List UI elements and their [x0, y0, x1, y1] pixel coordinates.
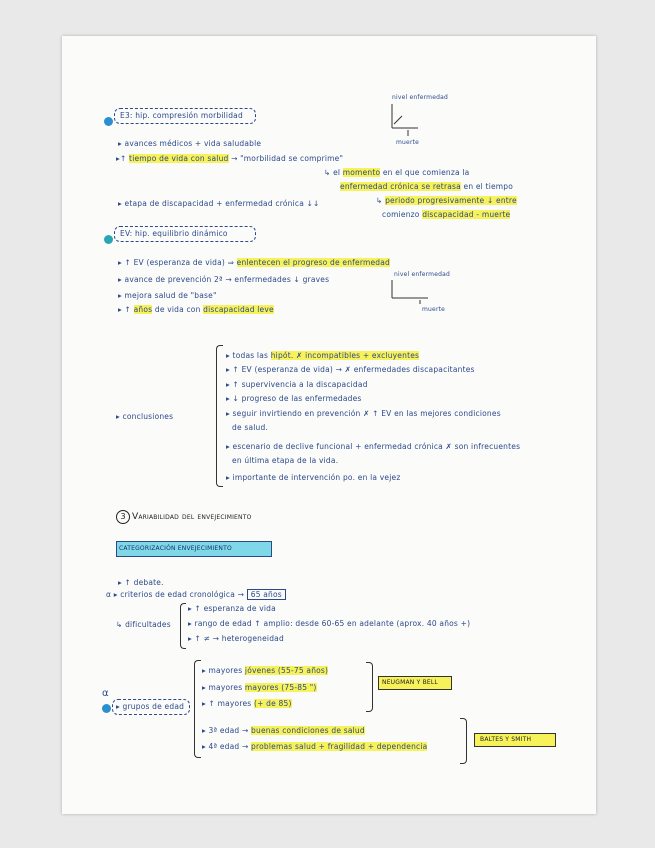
dif-3: ▸ ↑ ≠ → heterogeneidad: [188, 634, 284, 643]
grupo-4: ▸ 3ª edad → buenas condiciones de salud: [202, 726, 365, 735]
dificultades-label: ↳ dificultades: [116, 620, 171, 629]
grupo-5: ▸ 4ª edad → problemas salud + fragilidad + dependencia: [202, 742, 428, 751]
dif-2: ▸ rango de edad ↑ amplio: desde 60-65 en adelante (aprox. 40 años +): [188, 619, 471, 628]
ref1-brace: [366, 662, 373, 712]
concl-4: ▸ ↓ progreso de las enfermedades: [226, 394, 362, 403]
conclusiones-brace: [216, 345, 223, 487]
s1-line1: ▸ avances médicos + vida saludable: [118, 139, 262, 148]
ref2-brace: [460, 718, 467, 764]
s1-line5: ▸ etapa de discapacidad + enfermedad crónica ↓↓: [118, 199, 320, 208]
concl-6: ▸ escenario de declive funcional + enfermedad crónica ✗ son infrecuentes: [226, 442, 521, 451]
s1-line4: enfermedad crónica se retrasa en el tiempo: [340, 182, 514, 191]
alpha-mark: α: [102, 688, 109, 699]
grupos-label: ▸ grupos de edad: [116, 702, 185, 711]
s1-line5b: ↳ periodo progresivamente ↓ entre: [376, 196, 517, 205]
concl-5b: de salud.: [232, 423, 269, 432]
concl-3: ▸ ↑ supervivencia a la discapacidad: [226, 380, 368, 389]
s2-line2: ▸ avance de prevención 2ª → enfermedades ↓ graves: [118, 275, 330, 284]
concl-7: ▸ importante de intervención po. en la vejez: [226, 473, 401, 482]
s3-d1: ▸ ↑ debate.: [118, 578, 164, 587]
section1-header: E3: hip. compresión morbilidad: [120, 111, 243, 120]
section2-header: EV: hip. equilibrio dinámico: [120, 229, 228, 238]
graph2-xlabel: muerte: [422, 306, 446, 313]
section3-title: Variabilidad del envejecimiento: [132, 512, 252, 522]
section-marker-dot: [102, 704, 111, 713]
subheader-label: CATEGORIZACIÓN ENVEJECIMIENTO: [119, 545, 232, 552]
section3-number-circle: 3: [116, 510, 130, 524]
graph1-xlabel: muerte: [396, 139, 420, 146]
s3-d2: α ▸ criterios de edad cronológica → 65 años: [106, 590, 286, 599]
grupo-3: ▸ ↑ mayores (+ de 85): [202, 699, 292, 708]
grupo-2: ▸ mayores mayores (75-85 "): [202, 683, 317, 692]
s2-line1: ▸ ↑ EV (esperanza de vida) ⇒ enlentecen el progreso de enfermedad: [118, 258, 391, 267]
grupos-brace: [194, 660, 201, 758]
dif-1: ▸ ↑ esperanza de vida: [188, 604, 276, 613]
section-marker-dot: [104, 117, 113, 126]
graph2-ylabel: nivel enfermedad: [394, 271, 450, 278]
section-marker-dot: [104, 235, 113, 244]
concl-1: ▸ todas las hipót. ✗ incompatibles + excluyentes: [226, 351, 420, 360]
concl-5: ▸ seguir invirtiendo en prevención ✗ ↑ EV en las mejores condiciones: [226, 409, 501, 418]
graph1-sketch: [388, 102, 438, 142]
notebook-page: [62, 36, 596, 814]
s2-line3: ▸ mejora salud de "base": [118, 291, 217, 300]
s2-line4: ▸ ↑ años de vida con discapacidad leve: [118, 305, 274, 314]
s1-line6: comienzo discapacidad - muerte: [382, 210, 511, 219]
graph1-ylabel: nivel enfermedad: [392, 94, 448, 101]
concl-6b: en última etapa de la vida.: [232, 456, 339, 465]
s1-line2: ▸↑ tiempo de vida con salud → "morbilidad se comprime": [116, 154, 344, 163]
dificultades-brace: [180, 603, 186, 649]
concl-2: ▸ ↑ EV (esperanza de vida) → ✗ enfermedades discapacitantes: [226, 365, 475, 374]
ref1-label: NEUGMAN Y BELL: [382, 679, 438, 686]
s1-line3: ↳ el momento en el que comienza la: [324, 168, 470, 177]
grupo-1: ▸ mayores jóvenes (55-75 años): [202, 666, 329, 675]
ref2-label: BALTES Y SMITH: [480, 736, 532, 743]
graph2-sketch: [388, 278, 438, 308]
conclusiones-label: ▸ conclusiones: [116, 412, 174, 421]
